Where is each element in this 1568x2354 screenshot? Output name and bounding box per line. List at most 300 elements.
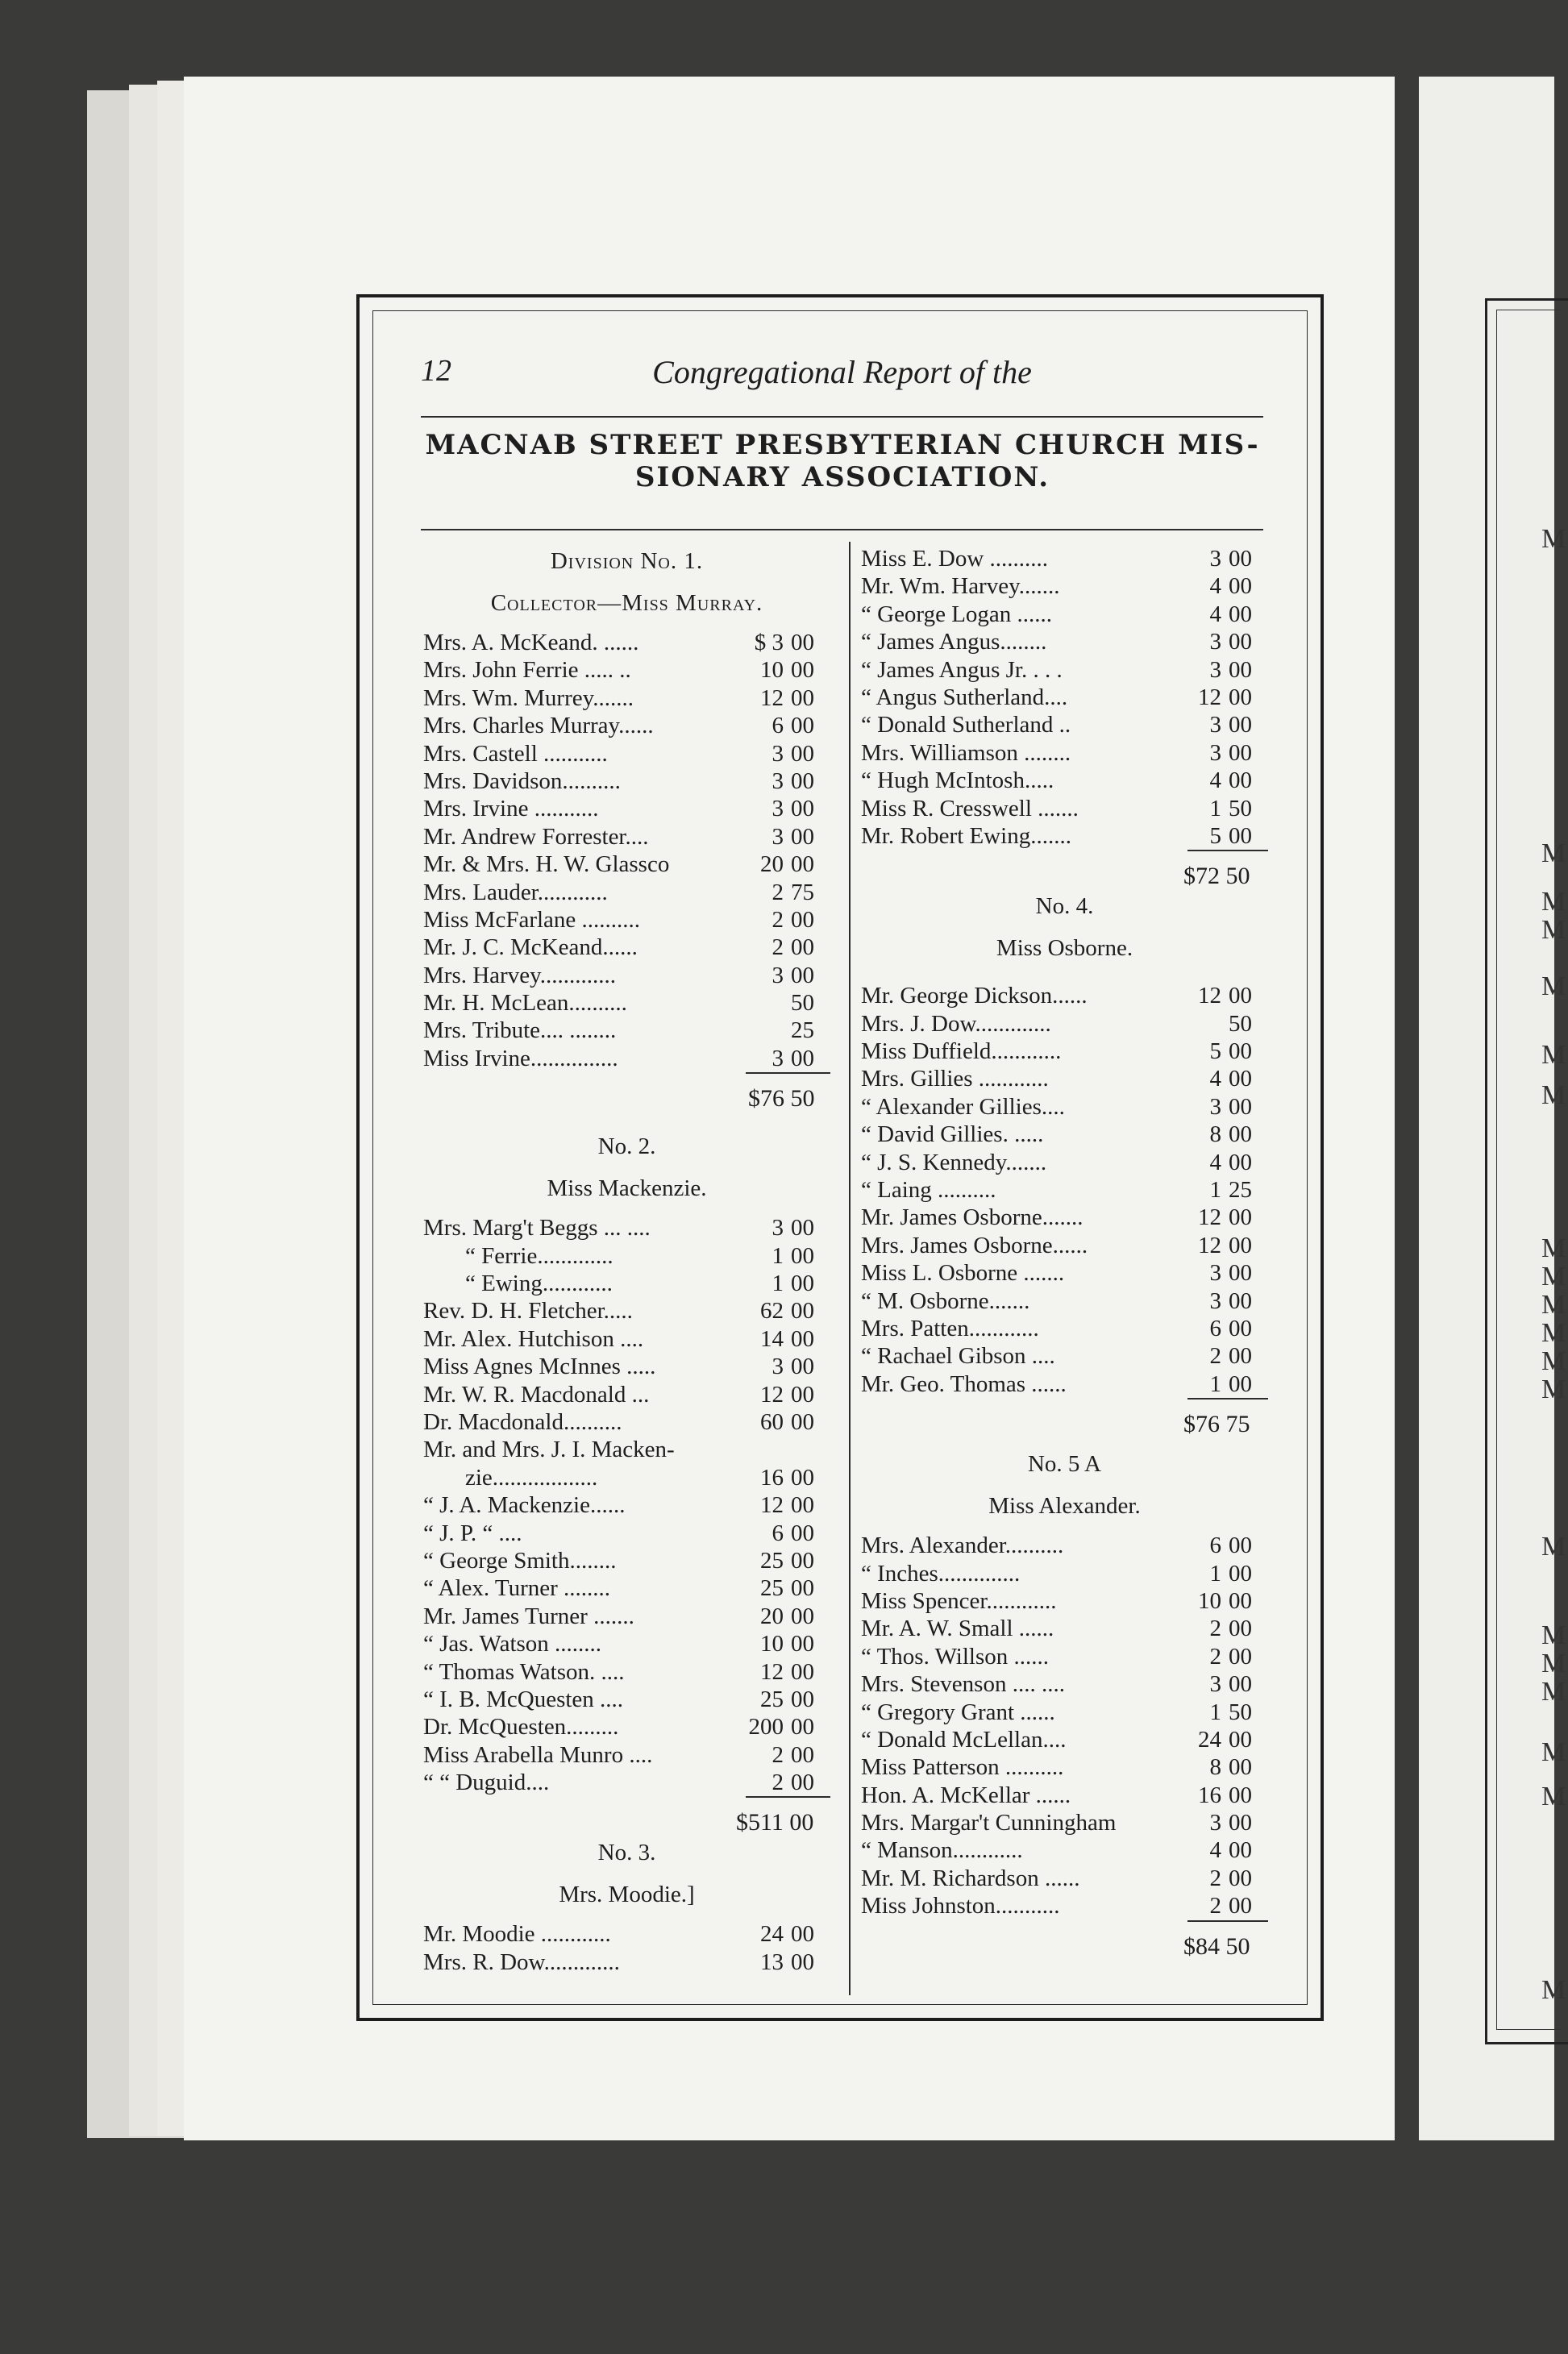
entry-name: “ Ferrie............. [465, 1242, 613, 1269]
ledger-entry [423, 1547, 830, 1574]
entry-dollars: 3 [772, 1215, 784, 1241]
entry-dollars: 20 [760, 851, 784, 878]
entry-dollars: 1 [1209, 1370, 1221, 1397]
entry-cents: 00 [791, 1948, 814, 1975]
entry-dollars: 2 [772, 1770, 784, 1796]
entry-cents: 00 [1229, 1533, 1252, 1559]
division-total [423, 1072, 830, 1113]
entry-cents: 00 [1229, 1893, 1252, 1919]
ledger-entry [861, 1670, 1268, 1698]
entry-cents: 00 [791, 934, 814, 961]
ledger-entry [861, 1753, 1268, 1781]
facing-page-letter: M [1541, 1262, 1566, 1291]
entry-dollars: 4 [1209, 573, 1221, 600]
entry-dollars: 6 [772, 713, 784, 739]
ledger-entry [861, 1892, 1268, 1919]
header-rule [421, 416, 1263, 418]
entry-name: Mrs. Marg't Beggs ... .... [423, 1215, 651, 1241]
entry-cents: 00 [791, 1603, 814, 1629]
entry-name: Mr. Alex. Hutchison .... [423, 1325, 644, 1352]
division-heading: No. 3. [597, 1840, 656, 1866]
entry-cents: 00 [791, 1492, 814, 1519]
entry-cents: 00 [1229, 1287, 1252, 1314]
ledger-entry [423, 684, 830, 712]
entry-name: “ George Smith........ [423, 1547, 617, 1574]
ledger-entry [423, 740, 830, 767]
entry-cents: 00 [1229, 1837, 1252, 1864]
ledger-entry [423, 962, 830, 989]
entry-name: “ I. B. McQuesten .... [423, 1686, 624, 1712]
entry-cents: 00 [791, 1298, 814, 1325]
collector-line: Miss Mackenzie. [547, 1175, 707, 1202]
ledger-entry [423, 1017, 830, 1044]
ledger-entry [861, 1204, 1268, 1231]
entry-cents: 25 [791, 1017, 814, 1044]
entry-dollars: 2 [772, 1741, 784, 1768]
entry-cents: 00 [791, 1921, 814, 1948]
entry-name: “ J. A. Mackenzie...... [423, 1492, 626, 1519]
entry-cents: 00 [1229, 601, 1252, 627]
entry-dollars: 2 [1209, 1616, 1221, 1642]
ledger-entry [861, 628, 1268, 655]
entry-dollars: 12 [760, 684, 784, 711]
total-amount: $84 50 [1183, 1932, 1250, 1960]
facing-page-letter: M [1541, 524, 1566, 554]
entry-cents: 00 [791, 657, 814, 684]
title-rule [421, 529, 1263, 530]
ledger-entry [423, 1297, 830, 1325]
facing-page-letter: M [1541, 1677, 1566, 1707]
entry-cents: 00 [791, 1271, 814, 1297]
ledger-entry [423, 1325, 830, 1353]
entry-name: “ J. S. Kennedy....... [861, 1149, 1047, 1175]
ledger-entry [423, 1686, 830, 1713]
entry-name: Rev. D. H. Fletcher..... [423, 1298, 633, 1325]
entry-dollars: 3 [1209, 1260, 1221, 1287]
division-total [423, 1796, 830, 1836]
entry-name: Mr. Moodie ............ [423, 1921, 611, 1948]
entry-cents: 75 [791, 879, 814, 905]
entry-dollars: 12 [760, 1492, 784, 1519]
facing-page-letter: M [1541, 887, 1566, 917]
entry-dollars: 25 [760, 1547, 784, 1574]
entry-name: zie.................. [465, 1464, 598, 1491]
entry-dollars: 1 [1209, 1177, 1221, 1204]
entry-dollars: 4 [1209, 601, 1221, 627]
entry-name: Mrs. Stevenson .... .... [861, 1671, 1065, 1698]
entry-cents: 00 [1229, 1149, 1252, 1175]
entry-cents: 00 [1229, 1726, 1252, 1753]
entry-cents: 00 [791, 1464, 814, 1491]
entry-name: “ James Angus........ [861, 629, 1047, 655]
entry-dollars: 5 [1209, 822, 1221, 849]
entry-cents: 00 [1229, 983, 1252, 1009]
entry-name: Mrs. John Ferrie ..... .. [423, 657, 631, 684]
title-line: MACNAB STREET PRESBYTERIAN CHURCH MIS- [425, 429, 1260, 461]
ledger-entry [861, 1149, 1268, 1176]
ledger-entry [861, 982, 1268, 1009]
ledger-entry [423, 1520, 830, 1547]
ledger-entry [861, 1699, 1268, 1726]
entry-name: Mrs. Wm. Murrey....... [423, 684, 634, 711]
entry-cents: 00 [791, 1770, 814, 1796]
entry-name: Mr. Wm. Harvey....... [861, 573, 1060, 600]
ledger-entry [423, 1214, 830, 1241]
entry-name: Miss Arabella Munro .... [423, 1741, 653, 1768]
entry-name: Mrs. Castell ........... [423, 740, 608, 767]
entry-name: Miss McFarlane .......... [423, 906, 641, 933]
ledger-entry [423, 795, 830, 822]
entry-name: Miss Johnston........... [861, 1893, 1060, 1919]
entry-name: “ Jas. Watson ........ [423, 1631, 602, 1657]
entry-cents: 00 [791, 630, 814, 655]
entry-cents: 00 [1229, 1315, 1252, 1341]
entry-name: “ Ewing............ [465, 1271, 613, 1297]
ledger-entry [423, 1630, 830, 1657]
entry-cents: 00 [1229, 629, 1252, 655]
entry-list [423, 1214, 830, 1796]
ledger-entry [861, 795, 1268, 822]
entry-cents: 00 [791, 906, 814, 933]
entry-cents: 00 [1229, 822, 1252, 849]
entry-dollars: 3 [772, 767, 784, 794]
entry-name: “ Donald Sutherland .. [861, 712, 1071, 738]
entry-cents: 00 [1229, 767, 1252, 794]
entry-dollars: 3 [1209, 739, 1221, 766]
entry-name: “ David Gillies. ..... [861, 1121, 1044, 1148]
right-column [861, 545, 1268, 1961]
entry-dollars: 8 [1209, 1754, 1221, 1781]
facing-page-letter: M [1541, 1737, 1566, 1767]
entry-name: “ Donald McLellan.... [861, 1726, 1067, 1753]
entry-cents: 00 [791, 713, 814, 739]
ledger-entry [861, 601, 1268, 628]
facing-page-letter: M [1541, 1375, 1566, 1404]
entry-cents: 00 [791, 1045, 814, 1071]
entry-cents: 00 [1229, 1754, 1252, 1781]
left-column [423, 545, 830, 1976]
entry-dollars: 3 [772, 823, 784, 850]
entry-dollars: 14 [760, 1325, 784, 1352]
facing-page-letter: M [1541, 1649, 1566, 1678]
title-line: SIONARY ASSOCIATION. [634, 461, 1050, 493]
entry-name: Mrs. Charles Murray...... [423, 713, 654, 739]
entry-cents: 00 [1229, 1204, 1252, 1231]
entry-name: “ Thomas Watson. .... [423, 1658, 625, 1685]
facing-page-letter: M [1541, 971, 1566, 1001]
entry-name: “ Inches.............. [861, 1560, 1021, 1587]
entry-cents: 50 [1229, 795, 1252, 821]
ledger-entry [423, 1741, 830, 1769]
entry-name: Mr. Andrew Forrester.... [423, 823, 649, 850]
entry-name: Miss L. Osborne ....... [861, 1260, 1065, 1287]
entry-name: “ J. P. “ .... [423, 1520, 522, 1546]
ledger-entry [861, 1726, 1268, 1753]
ledger-entry [861, 822, 1268, 850]
entry-cents: 00 [1229, 1121, 1252, 1148]
entry-name: “ George Logan ...... [861, 601, 1053, 627]
ledger-entry [423, 767, 830, 795]
ledger-entry [423, 934, 830, 961]
ledger-entry [423, 629, 830, 656]
entry-cents: 00 [1229, 1865, 1252, 1891]
division-heading: No. 5 A [1027, 1451, 1102, 1478]
entry-cents: 00 [1229, 1343, 1252, 1370]
ledger-entry [423, 1713, 830, 1741]
entry-dollars: 62 [760, 1298, 784, 1325]
ledger-entry [861, 1010, 1268, 1038]
entry-dollars: 20 [760, 1603, 784, 1629]
facing-page-letter: M [1541, 1782, 1566, 1811]
entry-cents: 00 [1229, 684, 1252, 710]
entry-cents: 00 [791, 1686, 814, 1712]
column-divider [849, 542, 851, 1995]
entry-cents: 50 [1229, 1010, 1252, 1037]
entry-name: Dr. McQuesten......... [423, 1714, 619, 1741]
entry-cents: 00 [791, 1242, 814, 1269]
entry-cents: 00 [791, 796, 814, 822]
entry-name: Mr. Robert Ewing....... [861, 822, 1071, 849]
entry-dollars: 13 [760, 1948, 784, 1975]
entry-name: Mr. James Osborne....... [861, 1204, 1083, 1231]
entry-cents: 00 [791, 1520, 814, 1546]
ledger-entry [861, 1587, 1268, 1615]
entry-cents: 00 [791, 823, 814, 850]
entry-name: “ M. Osborne....... [861, 1287, 1030, 1314]
ledger-entry [423, 1045, 830, 1072]
entry-dollars: 8 [1209, 1121, 1221, 1148]
entry-name: Dr. Macdonald.......... [423, 1408, 622, 1435]
entry-dollars: 3 [1209, 1810, 1221, 1836]
ledger-entry [861, 1176, 1268, 1204]
entry-name: Miss Irvine............... [423, 1045, 618, 1071]
entry-cents: 00 [791, 1215, 814, 1241]
entry-cents: 00 [1229, 1093, 1252, 1120]
entry-dollars: 6 [772, 1520, 784, 1546]
ledger-entry [423, 1491, 830, 1519]
ledger-entry [423, 1658, 830, 1686]
entry-dollars: 25 [760, 1575, 784, 1602]
ledger-entry [861, 1065, 1268, 1092]
entry-cents: 00 [791, 1741, 814, 1768]
ledger-entry [861, 1287, 1268, 1315]
entry-dollars: 12 [760, 1658, 784, 1685]
total-amount: $511 00 [736, 1809, 814, 1836]
entry-cents: 00 [1229, 573, 1252, 600]
entry-dollars: 2 [1209, 1643, 1221, 1670]
ledger-entry [423, 1603, 830, 1630]
ledger-entry [423, 1436, 830, 1463]
entry-cents: 00 [791, 1575, 814, 1602]
entry-dollars: 3 [772, 740, 784, 767]
entry-dollars: 2 [1209, 1893, 1221, 1919]
ledger-entry [861, 1782, 1268, 1809]
ledger-entry [861, 1370, 1268, 1398]
ledger-entry [861, 1232, 1268, 1259]
entry-cents: 00 [1229, 1560, 1252, 1587]
entry-name: “ Thos. Willson ...... [861, 1643, 1049, 1670]
entry-cents: 00 [1229, 1232, 1252, 1258]
facing-page-letter: M [1541, 1318, 1566, 1348]
facing-page-letter: M [1541, 915, 1566, 945]
entry-dollars: 10 [760, 657, 784, 684]
entry-name: Mrs. Lauder............ [423, 879, 608, 905]
ledger-entry [861, 1560, 1268, 1587]
page-number: 12 [421, 354, 451, 388]
ledger-entry [423, 1381, 830, 1408]
entry-cents: 00 [791, 1547, 814, 1574]
entry-name: Miss Patterson .......... [861, 1754, 1064, 1781]
ledger-entry [861, 684, 1268, 711]
facing-page-letter: M [1541, 1290, 1566, 1320]
running-header [421, 353, 1263, 393]
entry-dollars: 3 [772, 962, 784, 988]
facing-page-letter: M [1541, 1040, 1566, 1070]
entry-cents: 00 [1229, 1260, 1252, 1287]
entry-name: Miss Agnes McInnes ..... [423, 1354, 656, 1380]
entry-list [861, 982, 1268, 1398]
entry-cents: 00 [791, 1354, 814, 1380]
entry-cents: 00 [1229, 1671, 1252, 1698]
entry-cents: 00 [791, 740, 814, 767]
ledger-entry [423, 1920, 830, 1948]
entry-dollars: 1 [772, 1242, 784, 1269]
entry-name: “ Angus Sutherland.... [861, 684, 1068, 710]
entry-name: Miss R. Cresswell ....... [861, 795, 1079, 821]
entry-cents: 00 [1229, 1810, 1252, 1836]
ledger-entry [861, 1615, 1268, 1642]
facing-page-frame-inner [1496, 310, 1562, 2030]
ledger-entry [423, 1769, 830, 1796]
division-total [861, 1920, 1268, 1961]
ledger-entry [423, 712, 830, 739]
entry-cents: 00 [791, 1714, 814, 1741]
entry-dollars: 4 [1209, 767, 1221, 794]
entry-dollars: 2 [772, 906, 784, 933]
entry-dollars: 3 [772, 1354, 784, 1380]
division-heading: No. 2. [597, 1133, 656, 1160]
entry-cents: 00 [791, 1325, 814, 1352]
entry-dollars: 3 [1209, 546, 1221, 572]
entry-name: “ Manson............ [861, 1837, 1023, 1864]
entry-name: Mrs. A. McKeand. ...... [423, 630, 639, 655]
division-total [861, 1398, 1268, 1438]
ledger-entry [861, 767, 1268, 794]
entry-cents: 00 [1229, 712, 1252, 738]
entry-dollars: 200 [748, 1714, 784, 1741]
entry-dollars: 6 [1209, 1533, 1221, 1559]
collector-line: Miss Osborne. [996, 935, 1133, 962]
entry-dollars: $ 3 [754, 630, 784, 655]
ledger-entry [423, 1574, 830, 1602]
entry-dollars: 3 [1209, 1287, 1221, 1314]
ledger-entry [861, 1093, 1268, 1121]
entry-name: “ Rachael Gibson .... [861, 1343, 1055, 1370]
ledger-entry [423, 1353, 830, 1380]
ledger-entry [861, 572, 1268, 600]
entry-dollars: 2 [1209, 1343, 1221, 1370]
ledger-entry [423, 989, 830, 1017]
entry-list [423, 629, 830, 1072]
ledger-entry [861, 1836, 1268, 1864]
ledger-entry [861, 1643, 1268, 1670]
entry-dollars: 6 [1209, 1315, 1221, 1341]
entry-cents: 00 [791, 1658, 814, 1685]
entry-name: Miss Spencer............ [861, 1587, 1057, 1614]
ledger-entry [861, 656, 1268, 684]
entry-name: “ Gregory Grant ...... [861, 1699, 1055, 1725]
ledger-entry [423, 1948, 830, 1976]
entry-name: Mrs. R. Dow............. [423, 1948, 620, 1975]
entry-dollars: 2 [1209, 1865, 1221, 1891]
entry-cents: 00 [1229, 1370, 1252, 1397]
entry-dollars: 16 [1198, 1782, 1221, 1808]
entry-name: Mr. & Mrs. H. W. Glassco [423, 851, 670, 878]
entry-dollars: 1 [1209, 1699, 1221, 1725]
entry-name: Mr. H. McLean.......... [423, 990, 627, 1017]
facing-page-letter: M [1541, 1080, 1566, 1110]
entry-dollars: 3 [1209, 656, 1221, 683]
total-amount: $76 75 [1183, 1411, 1250, 1438]
entry-dollars: 1 [1209, 795, 1221, 821]
division-total [861, 850, 1268, 890]
entry-cents: 00 [1229, 739, 1252, 766]
ledger-entry [861, 1865, 1268, 1892]
entry-dollars: 2 [772, 879, 784, 905]
entry-name: “ Laing .......... [861, 1177, 996, 1204]
entry-cents: 00 [791, 962, 814, 988]
entry-cents: 00 [1229, 546, 1252, 572]
entry-cents: 00 [1229, 1066, 1252, 1092]
entry-dollars: 12 [1198, 684, 1221, 710]
entry-dollars: 3 [1209, 1671, 1221, 1698]
entry-cents: 00 [791, 1408, 814, 1435]
ledger-entry [861, 1038, 1268, 1065]
entry-dollars: 3 [772, 1045, 784, 1071]
entry-cents: 00 [1229, 1616, 1252, 1642]
facing-page-letter: M [1541, 1620, 1566, 1650]
entry-dollars: 10 [1198, 1587, 1221, 1614]
ledger-entry [423, 879, 830, 906]
entry-cents: 00 [1229, 1782, 1252, 1808]
entry-list [861, 545, 1268, 850]
entry-name: “ Alex. Turner ........ [423, 1575, 610, 1602]
entry-cents: 50 [1229, 1699, 1252, 1725]
entry-name: “ Alexander Gillies.... [861, 1093, 1065, 1120]
entry-name: Mr. J. C. McKeand...... [423, 934, 638, 961]
entry-dollars: 12 [1198, 1232, 1221, 1258]
ledger-entry [423, 1270, 830, 1297]
ledger-entry [861, 545, 1268, 572]
entry-dollars: 5 [1209, 1038, 1221, 1065]
entry-name: Mr. and Mrs. J. I. Macken- [423, 1437, 675, 1463]
running-title: Congregational Report of the [652, 354, 1032, 390]
collector-line: Miss Alexander. [988, 1493, 1141, 1520]
entry-dollars: 25 [760, 1686, 784, 1712]
entry-name: “ Hugh McIntosh..... [861, 767, 1054, 794]
entry-name: “ “ Duguid.... [423, 1770, 550, 1796]
entry-name: Mrs. Williamson ........ [861, 739, 1071, 766]
total-amount: $76 50 [748, 1085, 815, 1113]
entry-dollars: 24 [1198, 1726, 1221, 1753]
facing-page-letter: M [1541, 1346, 1566, 1376]
ledger-entry [423, 851, 830, 878]
collector-line: Collector—Miss Murray. [490, 590, 763, 616]
entry-dollars: 12 [760, 1381, 784, 1408]
division-heading: Division No. 1. [550, 548, 704, 574]
entry-dollars: 1 [1209, 1560, 1221, 1587]
entry-dollars: 4 [1209, 1837, 1221, 1864]
